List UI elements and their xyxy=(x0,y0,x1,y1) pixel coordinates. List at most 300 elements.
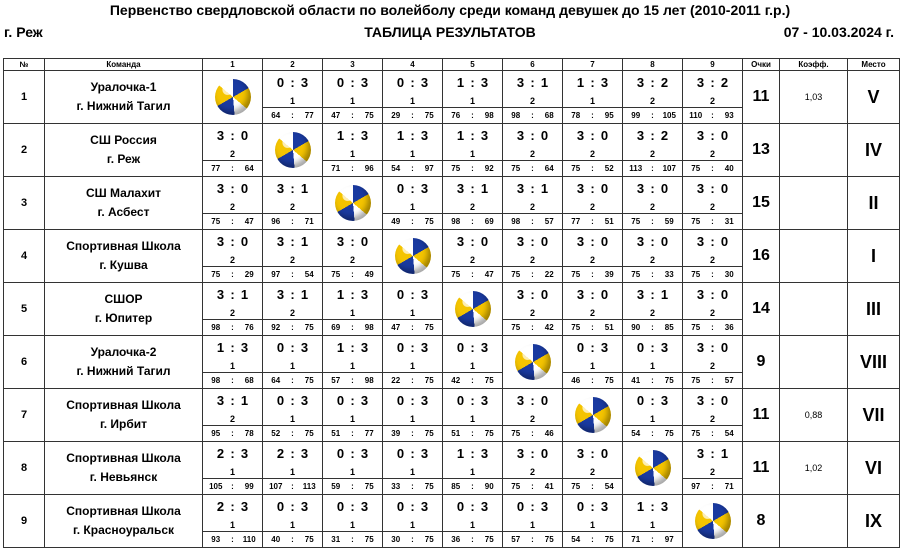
team-number: 8 xyxy=(4,442,45,495)
sets-lost: 3 xyxy=(300,393,309,408)
points-scored: 75 xyxy=(631,217,641,226)
team-number: 3 xyxy=(4,177,45,230)
points-separator: : xyxy=(531,164,534,173)
points-scored: 51 xyxy=(451,429,461,438)
points-scored: 59 xyxy=(331,482,341,491)
points-scored: 113 xyxy=(629,164,643,173)
sets-lost: 0 xyxy=(240,234,249,249)
game-result xyxy=(383,389,442,441)
game-result xyxy=(383,124,442,176)
points-scored: 54 xyxy=(571,535,581,544)
score-separator: : xyxy=(350,393,355,408)
table-row xyxy=(4,442,900,495)
points-scored: 76 xyxy=(451,111,461,120)
diagonal-cell xyxy=(683,495,743,548)
match-points: 2 xyxy=(709,255,715,265)
match-points: 1 xyxy=(289,520,295,530)
sets-won: 1 xyxy=(456,128,465,143)
sets-lost: 0 xyxy=(660,181,669,196)
header-opp-2: 2 xyxy=(263,59,323,71)
table-row xyxy=(4,177,900,230)
points-separator: : xyxy=(651,270,654,279)
score-separator: : xyxy=(590,75,595,90)
game-result xyxy=(263,283,322,335)
game-cell xyxy=(323,283,383,336)
team-name: Спортивная Школа xyxy=(66,451,181,465)
game-result xyxy=(203,230,262,282)
set-score xyxy=(503,389,562,413)
match-points: 1 xyxy=(469,96,475,106)
points-conceded: 75 xyxy=(424,217,434,226)
game-result xyxy=(623,336,682,388)
match-points: 2 xyxy=(589,467,595,477)
header-opp-6: 6 xyxy=(503,59,563,71)
game-result xyxy=(563,442,622,494)
points-conceded: 107 xyxy=(662,164,676,173)
sets-won: 3 xyxy=(696,393,705,408)
points-separator: : xyxy=(291,376,294,385)
sets-lost: 1 xyxy=(300,181,309,196)
match-points: 1 xyxy=(349,520,355,530)
points-scored: 97 xyxy=(271,270,281,279)
game-result xyxy=(323,442,382,494)
score-separator: : xyxy=(290,393,295,408)
rally-points xyxy=(503,425,562,441)
points-conceded: 47 xyxy=(484,270,494,279)
sets-won: 3 xyxy=(636,234,645,249)
set-score xyxy=(383,124,442,148)
score-separator: : xyxy=(470,340,475,355)
match-points: 1 xyxy=(289,414,295,424)
sets-won: 0 xyxy=(336,446,345,461)
total-points: 16 xyxy=(743,230,780,283)
score-separator: : xyxy=(710,128,715,143)
points-scored: 75 xyxy=(511,429,521,438)
coefficient xyxy=(780,124,848,177)
match-points: 2 xyxy=(529,414,535,424)
game-cell xyxy=(683,389,743,442)
rally-points xyxy=(383,160,442,176)
game-result xyxy=(683,336,742,388)
points-conceded: 92 xyxy=(484,164,494,173)
score-separator: : xyxy=(530,446,535,461)
match-points: 2 xyxy=(709,361,715,371)
score-separator: : xyxy=(710,340,715,355)
rally-points xyxy=(563,319,622,335)
score-separator: : xyxy=(470,393,475,408)
rally-points xyxy=(263,478,322,494)
points-separator: : xyxy=(471,270,474,279)
set-score xyxy=(383,389,442,413)
match-points: 2 xyxy=(289,255,295,265)
points-separator: : xyxy=(411,111,414,120)
game-result xyxy=(263,71,322,123)
game-cell xyxy=(563,336,623,389)
score-separator: : xyxy=(530,393,535,408)
rally-points xyxy=(443,213,502,229)
header-opp-8: 8 xyxy=(623,59,683,71)
sets-won: 3 xyxy=(456,234,465,249)
rally-points xyxy=(383,213,442,229)
points-scored: 75 xyxy=(211,270,221,279)
sets-lost: 1 xyxy=(540,75,549,90)
team-city: г. Невьянск xyxy=(89,470,158,484)
match-points: 2 xyxy=(589,202,595,212)
set-score xyxy=(263,283,322,307)
match-points: 2 xyxy=(229,149,235,159)
points-separator: : xyxy=(591,111,594,120)
game-cell xyxy=(323,71,383,124)
sets-lost: 3 xyxy=(660,499,669,514)
points-separator: : xyxy=(411,217,414,226)
sets-won: 0 xyxy=(276,499,285,514)
score-separator: : xyxy=(590,499,595,514)
score-separator: : xyxy=(410,128,415,143)
game-result xyxy=(503,71,562,123)
rally-points xyxy=(623,319,682,335)
game-cell xyxy=(323,124,383,177)
points-scored: 75 xyxy=(691,323,701,332)
rally-points xyxy=(623,372,682,388)
points-conceded: 54 xyxy=(604,482,614,491)
game-cell xyxy=(263,442,323,495)
points-separator: : xyxy=(351,323,354,332)
game-result xyxy=(623,177,682,229)
points-separator: : xyxy=(531,270,534,279)
points-scored: 105 xyxy=(209,482,223,491)
match-points: 1 xyxy=(409,414,415,424)
points-conceded: 71 xyxy=(724,482,734,491)
sets-lost: 3 xyxy=(660,340,669,355)
team-number: 9 xyxy=(4,495,45,548)
points-conceded: 75 xyxy=(484,535,494,544)
sets-won: 0 xyxy=(336,499,345,514)
points-conceded: 75 xyxy=(304,429,314,438)
set-score xyxy=(563,495,622,519)
set-score xyxy=(383,283,442,307)
points-separator: : xyxy=(411,429,414,438)
sets-lost: 3 xyxy=(240,499,249,514)
points-separator: : xyxy=(471,376,474,385)
points-conceded: 78 xyxy=(244,429,254,438)
sets-lost: 3 xyxy=(480,75,489,90)
sets-won: 0 xyxy=(396,340,405,355)
points-separator: : xyxy=(471,111,474,120)
game-cell xyxy=(263,495,323,548)
game-cell xyxy=(563,71,623,124)
sets-lost: 3 xyxy=(420,287,429,302)
sets-lost: 3 xyxy=(600,499,609,514)
total-points: 15 xyxy=(743,177,780,230)
set-score xyxy=(443,71,502,95)
score-separator: : xyxy=(650,128,655,143)
points-separator: : xyxy=(291,111,294,120)
game-cell xyxy=(683,283,743,336)
points-separator: : xyxy=(291,482,294,491)
header-num: № xyxy=(4,59,45,71)
game-cell xyxy=(623,283,683,336)
game-result xyxy=(203,283,262,335)
game-result xyxy=(563,124,622,176)
team-cell xyxy=(45,230,203,283)
final-place: V xyxy=(848,71,900,124)
points-scored: 75 xyxy=(211,217,221,226)
points-conceded: 110 xyxy=(242,535,256,544)
sets-lost: 0 xyxy=(360,234,369,249)
match-points: 1 xyxy=(349,308,355,318)
score-separator: : xyxy=(470,446,475,461)
game-cell xyxy=(503,283,563,336)
sets-won: 0 xyxy=(396,393,405,408)
points-scored: 78 xyxy=(571,111,581,120)
game-cell xyxy=(323,230,383,283)
set-score xyxy=(203,283,262,307)
points-separator: : xyxy=(651,535,654,544)
game-cell xyxy=(683,230,743,283)
score-separator: : xyxy=(650,393,655,408)
team-cell xyxy=(45,495,203,548)
team-city: г. Юпитер xyxy=(94,311,153,325)
points-scored: 98 xyxy=(211,323,221,332)
score-separator: : xyxy=(350,234,355,249)
set-score xyxy=(443,177,502,201)
sets-lost: 0 xyxy=(660,234,669,249)
set-score xyxy=(383,336,442,360)
match-points: 1 xyxy=(589,96,595,106)
set-score xyxy=(203,124,262,148)
score-separator: : xyxy=(590,340,595,355)
score-separator: : xyxy=(290,287,295,302)
rally-points xyxy=(263,531,322,547)
score-separator: : xyxy=(650,340,655,355)
set-score xyxy=(623,283,682,307)
points-separator: : xyxy=(591,164,594,173)
rally-points xyxy=(503,319,562,335)
set-score xyxy=(623,230,682,254)
rally-points xyxy=(563,160,622,176)
table-row xyxy=(4,283,900,336)
points-separator: : xyxy=(291,323,294,332)
score-separator: : xyxy=(350,75,355,90)
sets-won: 3 xyxy=(516,446,525,461)
match-points: 2 xyxy=(529,308,535,318)
points-conceded: 75 xyxy=(664,376,674,385)
points-scored: 57 xyxy=(331,376,341,385)
rally-points xyxy=(323,107,382,123)
points-conceded: 54 xyxy=(724,429,734,438)
game-cell xyxy=(563,230,623,283)
game-result xyxy=(443,389,502,441)
sets-lost: 3 xyxy=(300,499,309,514)
team-number: 4 xyxy=(4,230,45,283)
sets-won: 3 xyxy=(576,446,585,461)
sets-lost: 3 xyxy=(660,393,669,408)
points-conceded: 98 xyxy=(364,376,374,385)
table-row xyxy=(4,124,900,177)
rally-points xyxy=(383,531,442,547)
match-points: 2 xyxy=(529,202,535,212)
game-result xyxy=(683,177,742,229)
points-separator: : xyxy=(651,111,654,120)
score-separator: : xyxy=(590,446,595,461)
game-result xyxy=(623,71,682,123)
set-score xyxy=(323,495,382,519)
score-separator: : xyxy=(350,499,355,514)
score-separator: : xyxy=(410,446,415,461)
score-separator: : xyxy=(410,393,415,408)
score-separator: : xyxy=(230,340,235,355)
points-conceded: 98 xyxy=(364,323,374,332)
sets-lost: 0 xyxy=(720,128,729,143)
points-conceded: 76 xyxy=(244,323,254,332)
total-points: 14 xyxy=(743,283,780,336)
match-points: 2 xyxy=(349,255,355,265)
sets-won: 0 xyxy=(636,340,645,355)
diagonal-cell xyxy=(383,230,443,283)
match-points: 2 xyxy=(229,414,235,424)
rally-points xyxy=(623,266,682,282)
points-scored: 40 xyxy=(271,535,281,544)
points-scored: 75 xyxy=(511,482,521,491)
match-points: 2 xyxy=(469,202,475,212)
header-place: Место xyxy=(848,59,900,71)
score-separator: : xyxy=(470,499,475,514)
score-separator: : xyxy=(290,234,295,249)
sets-won: 0 xyxy=(276,75,285,90)
sets-won: 1 xyxy=(636,499,645,514)
sets-lost: 3 xyxy=(420,128,429,143)
match-points: 1 xyxy=(289,361,295,371)
score-separator: : xyxy=(350,287,355,302)
set-score xyxy=(203,442,262,466)
points-scored: 75 xyxy=(571,482,581,491)
match-points: 2 xyxy=(649,96,655,106)
sets-won: 3 xyxy=(696,287,705,302)
match-points: 2 xyxy=(709,308,715,318)
sets-lost: 3 xyxy=(300,75,309,90)
points-separator: : xyxy=(711,270,714,279)
team-city: г. Реж xyxy=(106,152,141,166)
game-cell xyxy=(383,177,443,230)
set-score xyxy=(503,442,562,466)
score-separator: : xyxy=(290,181,295,196)
points-scored: 77 xyxy=(211,164,221,173)
set-score xyxy=(623,177,682,201)
rally-points xyxy=(443,531,502,547)
team-name: СШОР xyxy=(104,292,143,306)
sets-won: 3 xyxy=(516,393,525,408)
rally-points xyxy=(383,107,442,123)
points-separator: : xyxy=(291,217,294,226)
points-separator: : xyxy=(351,482,354,491)
points-conceded: 54 xyxy=(304,270,314,279)
sets-lost: 0 xyxy=(720,393,729,408)
rally-points xyxy=(563,531,622,547)
sets-won: 0 xyxy=(336,75,345,90)
header-points: Очки xyxy=(743,59,780,71)
points-scored: 69 xyxy=(331,323,341,332)
points-scored: 42 xyxy=(451,376,461,385)
match-points: 1 xyxy=(529,520,535,530)
points-separator: : xyxy=(231,270,234,279)
game-cell xyxy=(443,495,503,548)
match-points: 1 xyxy=(469,149,475,159)
volleyball-icon xyxy=(395,238,431,274)
rally-points xyxy=(623,107,682,123)
set-score xyxy=(203,230,262,254)
points-conceded: 75 xyxy=(604,376,614,385)
sets-lost: 0 xyxy=(600,287,609,302)
set-score xyxy=(323,336,382,360)
sets-won: 3 xyxy=(516,75,525,90)
match-points: 1 xyxy=(229,467,235,477)
points-scored: 98 xyxy=(211,376,221,385)
sets-won: 1 xyxy=(216,340,225,355)
points-separator: : xyxy=(711,429,714,438)
points-scored: 75 xyxy=(511,323,521,332)
points-conceded: 75 xyxy=(484,429,494,438)
points-conceded: 40 xyxy=(724,164,734,173)
game-cell xyxy=(323,442,383,495)
sets-won: 3 xyxy=(516,181,525,196)
coefficient xyxy=(780,283,848,336)
score-separator: : xyxy=(710,393,715,408)
points-conceded: 41 xyxy=(544,482,554,491)
team-cell xyxy=(45,336,203,389)
game-cell xyxy=(263,177,323,230)
game-cell xyxy=(443,442,503,495)
game-result xyxy=(263,230,322,282)
rally-points xyxy=(383,372,442,388)
game-cell xyxy=(443,230,503,283)
match-points: 1 xyxy=(289,96,295,106)
sets-won: 0 xyxy=(276,393,285,408)
points-conceded: 75 xyxy=(424,376,434,385)
score-separator: : xyxy=(350,340,355,355)
game-result xyxy=(683,442,742,494)
team-number: 6 xyxy=(4,336,45,389)
rally-points xyxy=(323,160,382,176)
sets-lost: 3 xyxy=(480,128,489,143)
sets-lost: 3 xyxy=(480,340,489,355)
game-cell xyxy=(503,230,563,283)
rally-points xyxy=(383,425,442,441)
points-scored: 64 xyxy=(271,111,281,120)
team-city: г. Красноуральск xyxy=(72,523,175,537)
rally-points xyxy=(683,372,742,388)
points-scored: 47 xyxy=(331,111,341,120)
game-cell xyxy=(503,177,563,230)
match-points: 1 xyxy=(589,361,595,371)
game-result xyxy=(323,336,382,388)
sets-won: 3 xyxy=(276,181,285,196)
sets-lost: 1 xyxy=(540,181,549,196)
sets-won: 0 xyxy=(456,499,465,514)
points-separator: : xyxy=(591,217,594,226)
game-result xyxy=(683,283,742,335)
team-name: СШ Малахит xyxy=(85,186,162,200)
sets-won: 3 xyxy=(576,234,585,249)
diagonal-cell xyxy=(203,71,263,124)
match-points: 1 xyxy=(349,467,355,477)
match-points: 2 xyxy=(529,255,535,265)
points-conceded: 75 xyxy=(544,535,554,544)
match-points: 2 xyxy=(289,308,295,318)
game-result xyxy=(443,495,502,547)
score-separator: : xyxy=(230,234,235,249)
points-conceded: 75 xyxy=(424,111,434,120)
points-scored: 85 xyxy=(451,482,461,491)
